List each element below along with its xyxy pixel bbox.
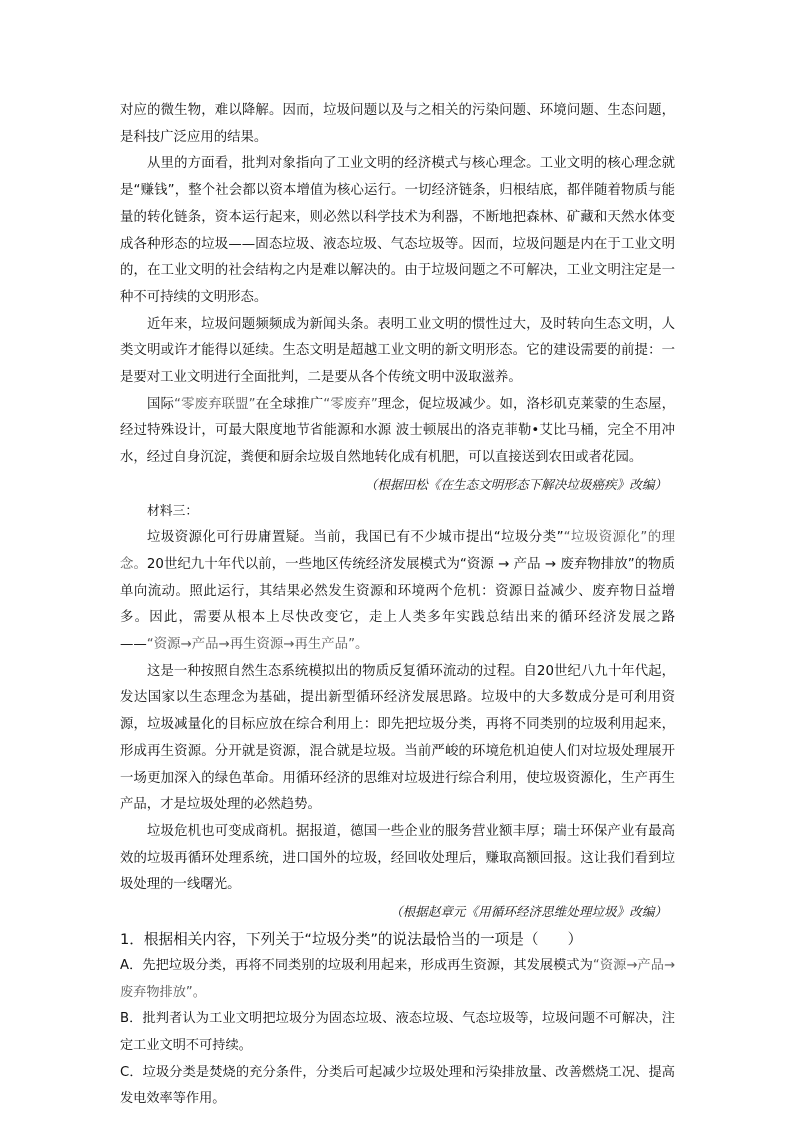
- option-c: C．垃圾分类是焚烧的充分条件，分类后可起减少垃圾处理和污染排放量、改善燃烧工况、提高发电效率等作用。: [120, 1064, 675, 1107]
- option-a-quote: “资源→产品→废弃物排放”。: [120, 957, 675, 1000]
- paragraph-4-text: 在全球推广: [255, 396, 324, 412]
- source-citation-2: （根据赵章元《用循环经济思维处理垃圾》改编）: [389, 904, 667, 920]
- quote-resource: “垃圾资源化”的理念。: [120, 530, 676, 572]
- option-a: [120, 953, 675, 1006]
- quote-cycle: “资源→产品→再生资源→再生产品”。: [146, 637, 369, 653]
- paragraph-4-text: 国际: [147, 396, 175, 412]
- paragraph-7: 垃圾危机也可变成商机。据报道，德国一些企业的服务营业额丰厚；瑞士环保产业有最高效的垃圾再循环处理系统，进口国外的垃圾，经回收处理后，赚取高额回报。这让我们看到垃圾处理的一线曙光。: [120, 823, 675, 893]
- paragraph-3: 近年来，垃圾问题频频成为新闻头条。表明工业文明的惯性过大，及时转向生态文明，人类文明或许才能得以延续。生态文明是超越工业文明的新文明形态。它的建设需要的前提：一是要对工业文明进行全面批判，二是要从各个传统文明中汲取滋养。: [120, 316, 675, 386]
- quote-zero-waste-alliance: “零废弃联盟”: [174, 396, 256, 412]
- paragraph-1: 对应的微生物，难以降解。因而，垃圾问题以及与之相关的污染问题、环境问题、生态问题，是科技广泛应用的结果。: [120, 103, 675, 145]
- paragraph-5-text: 20世纪九十年代以前，一些地区传统经济发展模式为“资源 → 产品 → 废弃物排放”的物质单向流动。照此运行，其结果必然发生资源和环境两个危机：资源日益减少、废弃物日益增多。因此，需要从根本上尽快改变它，走上人类多年实践总结出来的循环经济发展之路——: [120, 556, 675, 653]
- paragraph-4-text: 理念，促垃圾减少。如，洛杉矶克莱蒙的生态屋，经过特殊设计，可最大限度地节省能源和水源 波士顿展出的洛克菲勒•艾比马桶，完全不用冲水，经过自身沉淀，粪便和厨余垃圾自然地转化成有机肥，可以直接送到农田或者花园。: [120, 396, 676, 466]
- source-citation-1: （根据田松《在生态文明形态下解决垃圾癌疾》改编）: [364, 476, 667, 492]
- quote-zero-waste: “零废弃”: [323, 396, 378, 412]
- material-label: 材料三：: [147, 503, 199, 519]
- option-a-text: A．先把垃圾分类，再将不同类别的垃圾利用起来，形成再生资源，其发展模式为: [120, 957, 593, 973]
- document-page: [120, 98, 675, 1113]
- paragraph-5: [120, 525, 675, 659]
- paragraph-5-text: 垃圾资源化可行毋庸置疑。当前，我国已有不少城市提出“垃圾分类”: [147, 530, 564, 546]
- paragraph-4: [120, 392, 675, 472]
- option-b: B．批判者认为工业文明把垃圾分为固态垃圾、液态垃圾、气态垃圾等，垃圾问题不可解决，注定工业文明不可持续。: [120, 1011, 675, 1053]
- paragraph-6: 这是一种按照自然生态系统模拟出的物质反复循环流动的过程。自20世纪八九十年代起，发达国家以生态理念为基础，提出新型循环经济发展思路。垃圾中的大多数成分是可利用资源，垃圾减量化的目标应放在综合利用上：即先把垃圾分类，再将不同类别的垃圾利用起来，形成再生资源。分开就是资源，混合就是垃圾。当前严峻的环境危机迫使人们对垃圾处理展开一场更加深入的绿色革命。用循环经济的思维对垃圾进行综合利用，使垃圾资源化，生产再生产品，才是垃圾处理的必然趋势。: [120, 663, 675, 813]
- question-stem: 1．根据相关内容，下列关于“垃圾分类”的说法最恰当的一项是（ ）: [120, 930, 583, 948]
- paragraph-2: 从里的方面看，批判对象指向了工业文明的经济模式与核心理念。工业文明的核心理念就是“赚钱”，整个社会都以资本增值为核心运行。一切经济链条，归根结底，都伴随着物质与能量的转化链条，资本运行起来，则必然以科学技术为利器，不断地把森林、矿藏和天然水体变成各种形态的垃圾——固态垃圾、液态垃圾、气态垃圾等。因而，垃圾问题是内在于工业文明的，在工业文明的社会结构之内是难以解决的。由于垃圾问题之不可解决，工业文明注定是一种不可持续的文明形态。: [120, 156, 675, 305]
